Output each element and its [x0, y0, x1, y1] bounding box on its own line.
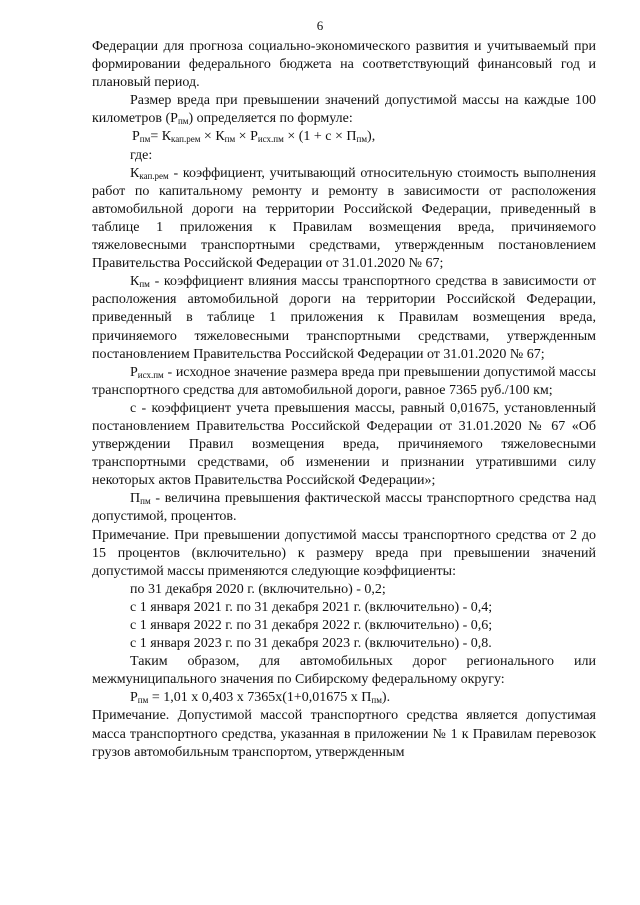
definition-c: с - коэффициент учета превышения массы, равный 0,01675, установленный постановлением Правительства Российской Федерации от 31.01.2020 № 67 «Об утверждении Правил возмещения вреда, причиняемого тяжеловесными транспортными средствами, об изменении и признании утратившими силу некоторых актов Правительства Российской Федерации»;	[92, 400, 596, 489]
formula-harm: $Р_{пм}= К_{кап.рем} \times К_{пм} \times Р_{исх.пм} \times (1 + с \times П_{пм})$,	[132, 129, 376, 145]
coefficient-item: с 1 января 2022 г. по 31 декабря 2022 г. (включительно) - 0,6;	[130, 618, 493, 633]
coefficient-item: с 1 января 2021 г. по 31 декабря 2021 г. (включительно) - 0,4;	[130, 599, 493, 615]
definition-p-isx-pm: $Р_{исх.пм}$ - исходное значение размера вреда при превышении допустимой массы транспортного средства для автомобильной дороги, равное 7365 руб./100 км;	[92, 364, 596, 398]
coefficient-item: с 1 января 2023 г. по 31 декабря 2023 г. (включительно) - 0,8.	[130, 636, 492, 652]
page-number: 6	[316, 18, 324, 33]
definition-k-kap-rem: $К_{кап.рем}$ - коэффициент, учитывающий относительную стоимость выполнения работ по капитальному ремонту и ремонту в зависимости от расположения автомобильной дороги на территории Российской Федерации, приведенный в таблице 1 приложения к Правилам возмещения вреда, причиняемого тяжеловесными транспортными средствами, утвержденным постановлением Правительства Российской Федерации от 31.01.2020 № 67;	[92, 165, 596, 272]
definition-p-pm: $П_{пм}$ - величина превышения фактической массы транспортного средства над допустимой, процентов.	[92, 491, 596, 525]
definition-k-pm: $К_{пм}$ - коэффициент влияния массы транспортного средства в зависимости от расположения автомобильной дороги на территории Российской Федерации, приведенный в таблице 1 приложения к Правилам возмещения вреда, причиняемого тяжеловесными транспортными средствами, утвержденным постановлением Правительства Российской Федерации от 31.01.2020 № 67;	[92, 274, 596, 362]
paragraph-continuation: Федерации для прогноза социально-экономического развития и учитываемый при формировании федерального бюджета на соответствующий финансовый год и плановый период.	[92, 39, 596, 91]
where-label: где:	[130, 147, 153, 163]
paragraph-harm-size: Размер вреда при превышении значений допустимой массы на каждые 100 километров $(Р_{пм})$ определяется по формуле:	[92, 93, 596, 127]
paragraph-thus: Таким образом, для автомобильных дорог регионального или межмуниципального значения по Сибирскому федеральному округу:	[92, 654, 596, 688]
note-coefficients: Примечание. При превышении допустимой массы транспортного средства от 2 до 15 процентов (включительно) к размеру вреда при превышении значений допустимой массы применяются следующие коэффициенты:	[92, 527, 596, 579]
formula-siberian: $Р_{пм} = 1,01$ х 0,403 х 7365х(1+0,01675 х $П_{пм}$).	[130, 690, 391, 706]
note-permissible-mass: Примечание. Допустимой массой транспортного средства является допустимая масса транспортного средства, указанная в приложении № 1 к Правилам перевозок грузов автомобильным транспортом, утвержденным	[92, 708, 596, 760]
coefficient-item: по 31 декабря 2020 г. (включительно) - 0,2;	[130, 581, 386, 597]
document-body	[92, 38, 596, 762]
